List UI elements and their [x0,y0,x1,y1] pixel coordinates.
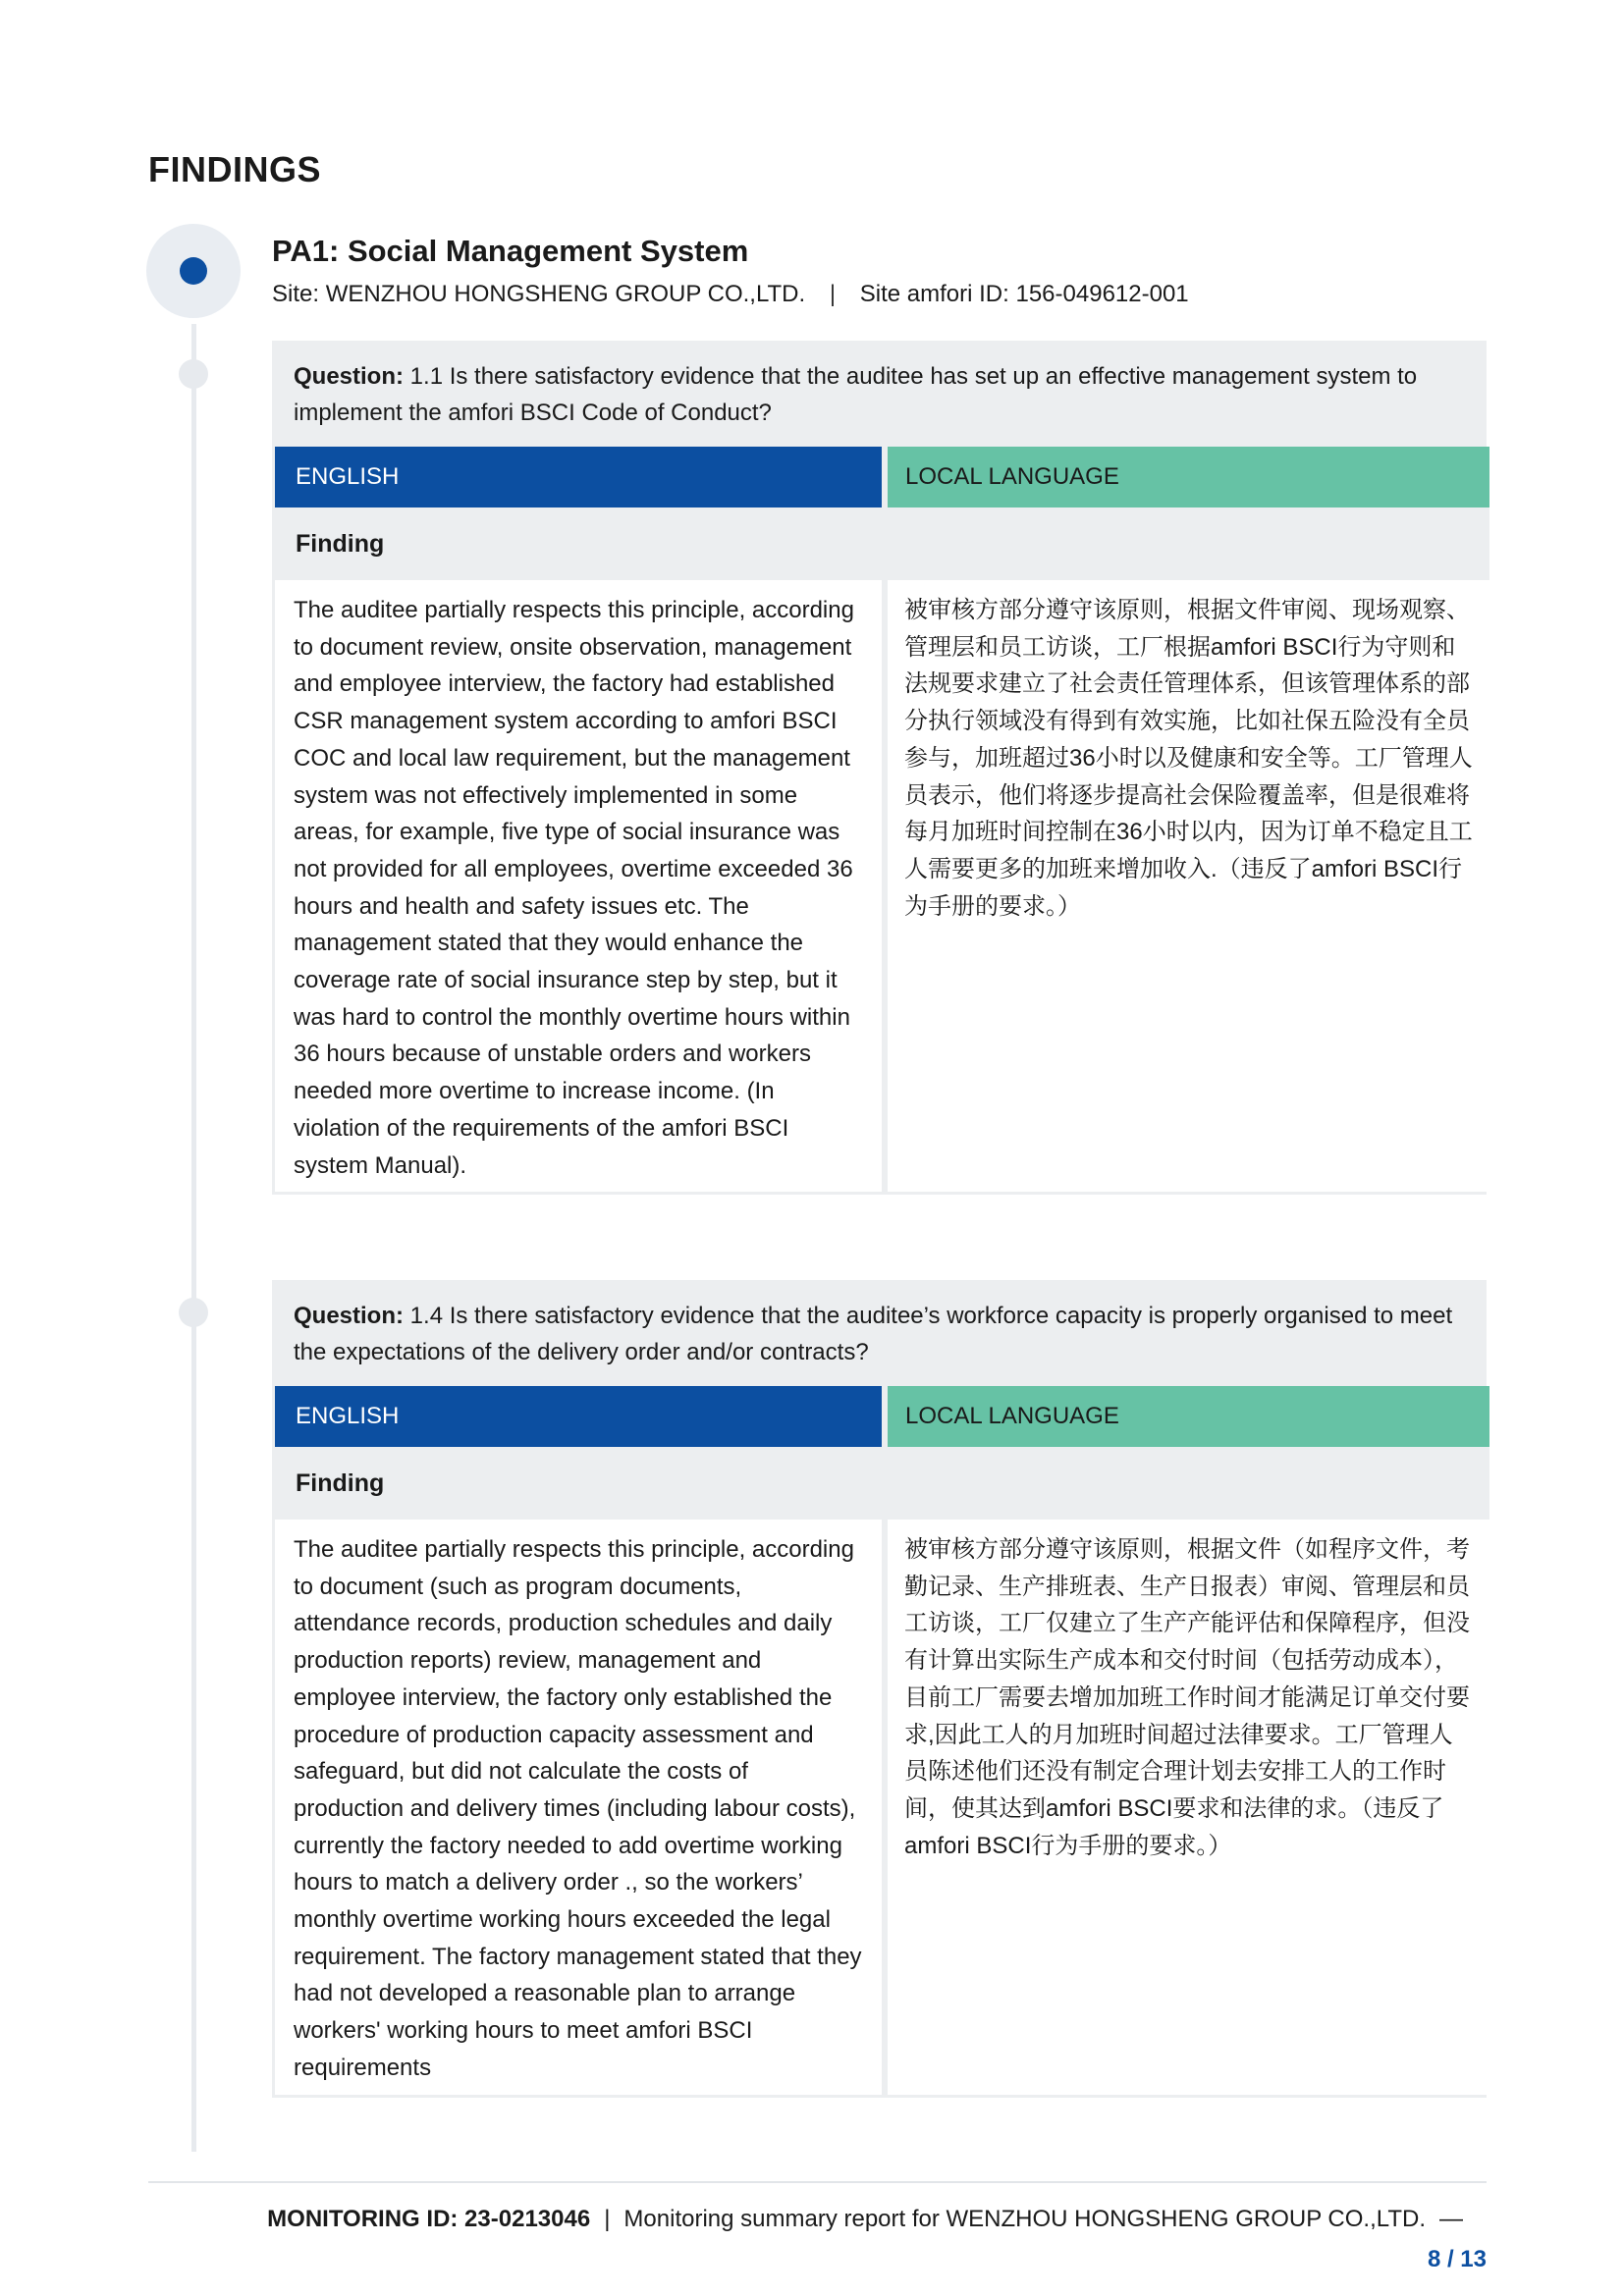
timeline-sub-node [179,1298,208,1327]
local-language-column-header: LOCAL LANGUAGE [888,1386,1489,1447]
question-block [272,341,1487,1195]
english-finding-text: The auditee partially respects this principle, according to document review, onsite observation, management and employee interview, the factory had established CSR management system according to amfori BSCI COC and local law requirement, but the management system was not effectively implemented in some areas, for example, five type of social insurance was not provided for all employees, overtime exceeded 36 hours and health and safety issues etc. The management stated that they would enhance the coverage rate of social insurance step by step, but it was hard to control the monthly overtime hours within 36 hours because of unstable orders and workers needed more overtime to increase income. (In violation of the requirements of the amfori BSCI system Manual). [275,580,882,1192]
section-title: PA1: Social Management System [272,234,749,268]
finding-table [272,447,1487,1195]
finding-label: Finding [275,1447,1489,1520]
report-title: Monitoring summary report for WENZHOU HONGSHENG GROUP CO.,LTD. [623,2206,1426,2232]
site-id-label: Site amfori ID: [859,281,1009,307]
timeline-sub-node [179,359,208,389]
english-finding-text: The auditee partially respects this principle, according to document (such as program documents, attendance records, production schedules and daily production reports) review, management and employee interview, the factory only established the procedure of production capacity assessment and safeguard, but did not calculate the costs of production and delivery times (including labour costs), currently the factory needed to add overtime working hours to match a delivery order ., so the workers’ monthly overtime working hours exceeded the legal requirement. The factory management stated that they had not developed a reasonable plan to arrange workers' working hours to meet amfori BSCI requirements [275,1520,882,2095]
local-finding-text: 被审核方部分遵守该原则，根据文件审阅、现场观察、管理层和员工访谈，工厂根据amfori BSCI行为守则和法规要求建立了社会责任管理体系，但该管理体系的部分执行领域没有得到有效实施，比如社保五险没有全员参与，加班超过36小时以及健康和安全等。工厂管理人员表示，他们将逐步提高社会保险覆盖率，但是很难将每月加班时间控制在36小时以内，因为订单不稳定且工人需要更多的加班来增加收入.（违反了amfori BSCI行为手册的要求。） [888,580,1489,1192]
english-column-header: ENGLISH [275,447,882,507]
monitoring-id: MONITORING ID: 23-0213046 [267,2206,591,2232]
question-label: Question: [294,363,404,390]
timeline-main-node [146,224,241,318]
page-number: 8 / 13 [1427,2246,1487,2272]
timeline-dot-icon [180,257,207,285]
footer-divider [148,2181,1487,2183]
finding-label: Finding [275,507,1489,580]
site-label: Site: [272,281,320,307]
question-block [272,1280,1487,2098]
site-line [272,281,1189,308]
footer [267,2206,1477,2233]
site-id: 156-049612-001 [1015,281,1189,307]
local-language-column-header: LOCAL LANGUAGE [888,447,1489,507]
finding-table [272,1386,1487,2098]
question-header [272,1280,1487,1386]
question-header [272,341,1487,447]
timeline-line [191,324,196,2152]
page-heading: FINDINGS [148,149,322,189]
question-text: 1.4 Is there satisfactory evidence that the auditee’s workforce capacity is properly organised to meet the expectations of the delivery order and/or contracts? [294,1303,1453,1365]
question-text: 1.1 Is there satisfactory evidence that the auditee has set up an effective management system to implement the amfori BSCI Code of Conduct? [294,363,1418,426]
question-label: Question: [294,1303,404,1329]
site-name: WENZHOU HONGSHENG GROUP CO.,LTD. [325,281,806,307]
separator: | [829,281,837,307]
local-finding-text: 被审核方部分遵守该原则，根据文件（如程序文件，考勤记录、生产排班表、生产日报表）审阅、管理层和员工访谈，工厂仅建立了生产产能评估和保障程序，但没有计算出实际生产成本和交付时间（包括劳动成本），目前工厂需要去增加加班工作时间才能满足订单交付要求,因此工人的月加班时间超过法律要求。工厂管理人员陈述他们还没有制定合理计划去安排工人的工作时间，使其达到amfori BSCI要求和法律的求。（违反了amfori BSCI行为手册的要求。） [888,1520,1489,2095]
english-column-header: ENGLISH [275,1386,882,1447]
footer-separator: | [604,2206,611,2232]
footer-dash: — [1439,2206,1463,2232]
